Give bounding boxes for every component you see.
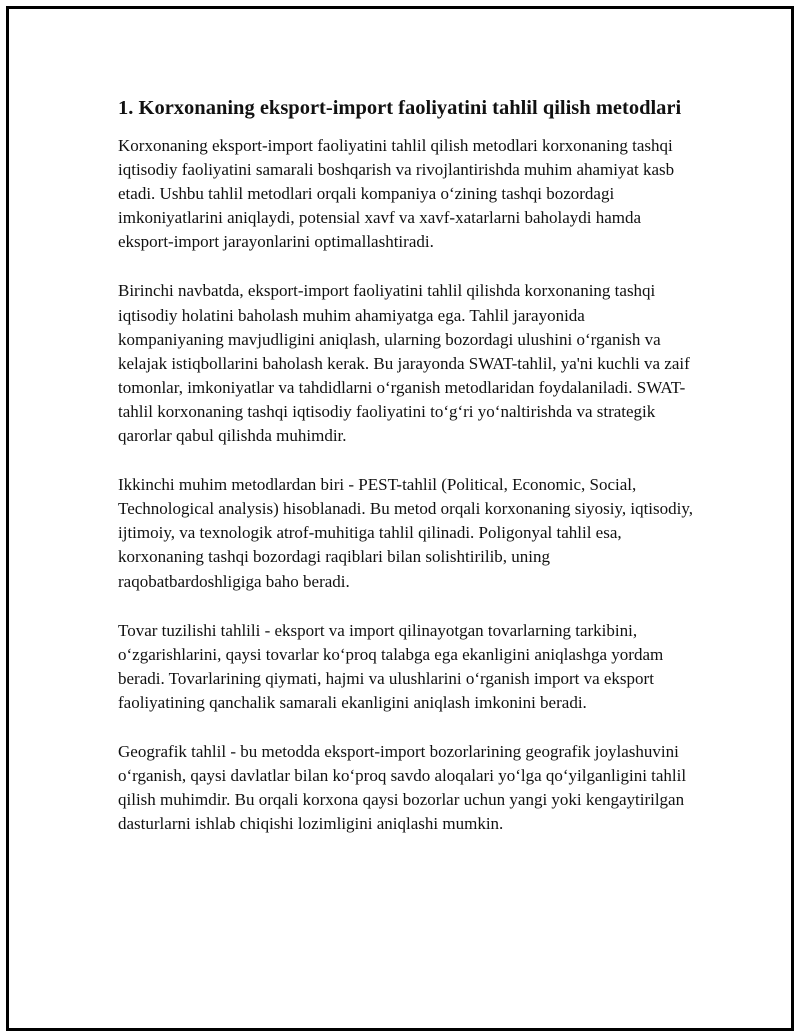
paragraph-pest: Ikkinchi muhim metodlardan biri - PEST-tahlil (Political, Economic, Social, Technological analysis) hisoblanadi. Bu metod orqali korxonaning siyosiy, iqtisodiy, ijtimoiy, va texnologik atrof-muhitiga tahlil qilinadi. Poligonyal tahlil esa, korxonaning tashqi bozordagi raqiblari bilan solishtirilib, uning raqobatbardoshligiga baho beradi.: [118, 475, 693, 591]
document-body: [118, 94, 693, 861]
paragraph-swot: Birinchi navbatda, eksport-import faoliyatini tahlil qilishda korxonaning tashqi iqtisodiy holatini baholash muhim ahamiyatga ega. Tahlil jarayonida kompaniyaning mavjudligini aniqlash, ularning bozordagi ulushini o‘rganish va kelajak istiqbollarini baholash kerak. Bu jarayonda SWAT-tahlil, ya'ni kuchli va zaif tomonlar, imkoniyatlar va tahdidlarni o‘rganish metodlaridan foydalaniladi. SWAT-tahlil korxonaning tashqi iqtisodiy faoliyatini to‘g‘ri yo‘naltirishda va strategik qarorlar qabul qilishda muhimdir.: [118, 281, 690, 446]
paragraph-geographic: Geografik tahlil - bu metodda eksport-import bozorlarining geografik joylashuvini o‘rganish, qaysi davlatlar bilan ko‘proq savdo aloqalari yo‘lga qo‘yilganligini tahlil qilish muhimdir. Bu orqali korxona qaysi bozorlar uchun yangi yoki kengaytirilgan dasturlarni ishlab chiqishi lozimligini aniqlashi mumkin.: [118, 741, 687, 834]
section-heading: 1. Korxonaning eksport-import faoliyatini tahlil qilish metodlari: [118, 97, 682, 119]
paragraph-product-structure: Tovar tuzilishi tahlili - eksport va import qilinayotgan tovarlarning tarkibini, o‘zgarishlarini, qaysi tovarlar ko‘proq talabga ega ekanligini aniqlashga yordam beradi. Tovarlarining qiymati, hajmi va ulushlarini o‘rganish import va eksport faoliyatining qanchalik samarali ekanligini aniqlash imkonini beradi.: [118, 620, 664, 712]
paragraph-intro: Korxonaning eksport-import faoliyatini tahlil qilish metodlari korxonaning tashqi iqtisodiy faoliyatini samarali boshqarish va rivojlantirishda muhim ahamiyat kasb etadi. Ushbu tahlil metodlari orqali kompaniya o‘zining tashqi bozordagi imkoniyatlarini aniqlaydi, potensial xavf va xavf-xatarlarni baholaydi hamda eksport-import jarayonlarini optimallashtiradi.: [118, 136, 675, 252]
